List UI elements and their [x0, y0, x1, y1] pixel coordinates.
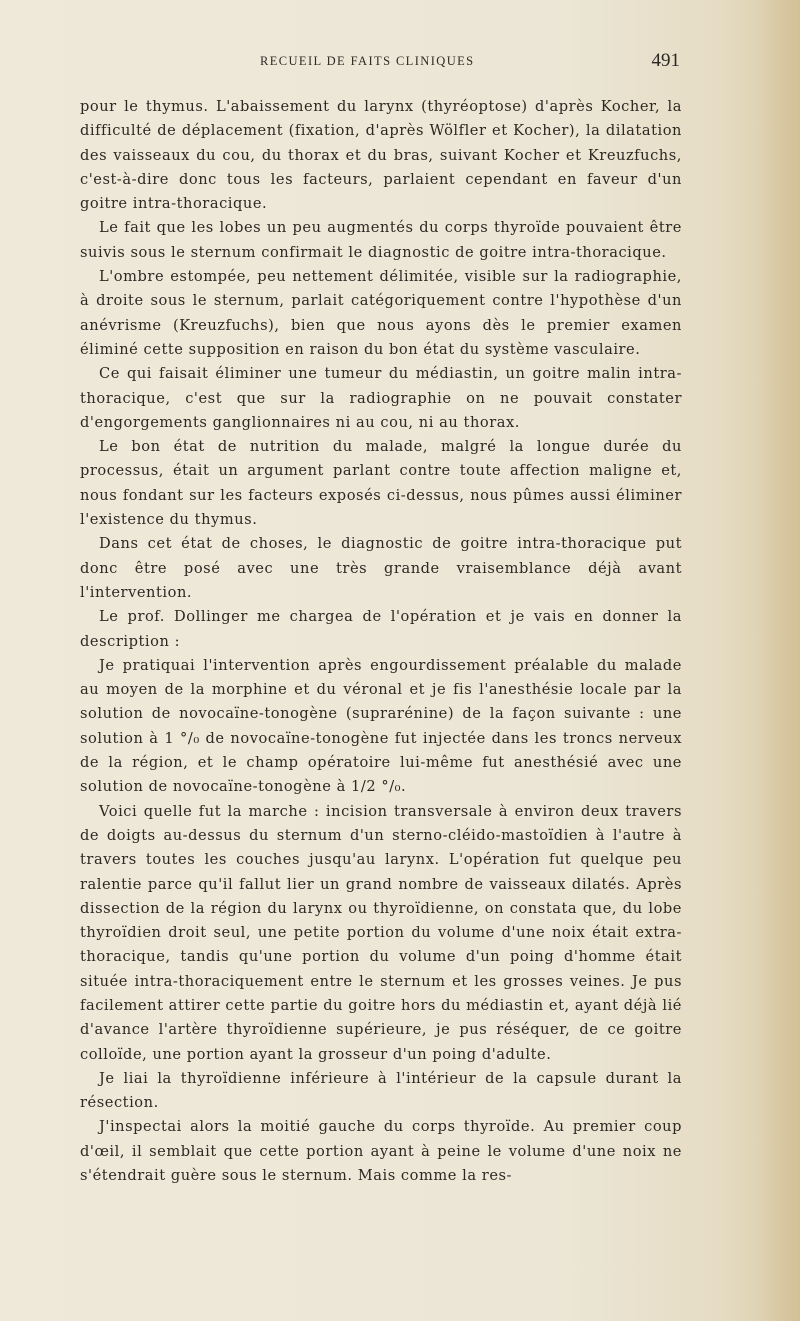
running-head: RECUEIL DE FAITS CLINIQUES	[260, 54, 475, 68]
page-header	[80, 50, 680, 74]
paragraph-continuation: pour le thymus. L'abaissement du larynx (thyréoptose) d'après Kocher, la difficulté de déplacement (fixation, d'après Wölfler et Kocher), la dilatation des vaisseaux du cou, du thorax et du bras, suivant Kocher et Kreuzfuchs, c'est-à-dire donc tous les facteurs, parlaient cependant en faveur d'un goitre intra-thoracique.	[80, 98, 682, 213]
page-edge-shadow	[760, 0, 800, 1321]
paragraph: Dans cet état de choses, le diagnostic de goitre intra-thoracique put donc être posé avec une très grande vraisemblance déjà avant l'intervention.	[80, 535, 682, 601]
body-text	[80, 95, 682, 1188]
paragraph: Le prof. Dollinger me chargea de l'opération et je vais en donner la description :	[80, 608, 682, 650]
paragraph: Le fait que les lobes un peu augmentés du corps thyroïde pouvaient être suivis sous le sternum confirmait le diagnostic de goitre intra-thoracique.	[80, 219, 682, 261]
page-number: 491	[651, 50, 680, 71]
paragraph: L'ombre estompée, peu nettement délimitée, visible sur la radiographie, à droite sous le sternum, parlait catégoriquement contre l'hypothèse d'un anévrisme (Kreuzfuchs), bien que nous ayons dès le premier examen éliminé cette supposition en raison du bon état du système vasculaire.	[80, 268, 682, 358]
paragraph: J'inspectai alors la moitié gauche du corps thyroïde. Au premier coup d'œil, il semblait que cette portion ayant à peine le volume d'une noix ne s'étendrait guère sous le sternum. Mais comme la res-	[80, 1118, 682, 1185]
paragraph: Je liai la thyroïdienne inférieure à l'intérieur de la capsule durant la résection.	[80, 1069, 682, 1112]
paragraph: Ce qui faisait éliminer une tumeur du médiastin, un goitre malin intra-thoracique, c'est que sur la radiographie on ne pouvait constater d'engorgements ganglionnaires ni au cou, ni au thorax.	[80, 365, 682, 431]
paragraph: Je pratiquai l'intervention après engourdissement préalable du malade au moyen de la morphine et du véronal et je fis l'anesthésie locale par la solution de novocaïne-tonogène (suprarénine) de la façon suivante : une solution à 1 °/₀ de novocaïne-tonogène fut injectée dans les troncs nerveux de la région, et le champ opératoire lui-même fut anesthésié avec une solution de novocaïne-tonogène à 1/2 °/₀.	[80, 656, 682, 796]
paragraph: Le bon état de nutrition du malade, malgré la longue durée du processus, était un argument parlant contre toute affection maligne et, nous fondant sur les facteurs exposés ci-dessus, nous pûmes aussi éliminer l'existence du thymus.	[80, 438, 682, 529]
paragraph: Voici quelle fut la marche : incision transversale à environ deux travers de doigts au-dessus du sternum d'un sterno-cléido-mastoïdien à l'autre à travers toutes les couches jusqu'au larynx. L'opération fut quelque peu ralentie parce qu'il fallut lier un grand nombre de vaisseaux dilatés. Après dissection de la région du larynx ou thyroïdienne, on constata que, du lobe thyroïdien droit seul, une petite portion du volume d'une noix était extra-thoracique, tandis qu'une portion du volume d'un poing d'homme était située intra-thoraciquement entre le sternum et les grosses veines. Je pus facilement attirer cette partie du goitre hors du médiastin et, ayant déjà lié d'avance l'artère thyroïdienne supérieure, je pus réséquer, de ce goitre colloïde, une portion ayant la grosseur d'un poing d'adulte.	[80, 802, 682, 1063]
